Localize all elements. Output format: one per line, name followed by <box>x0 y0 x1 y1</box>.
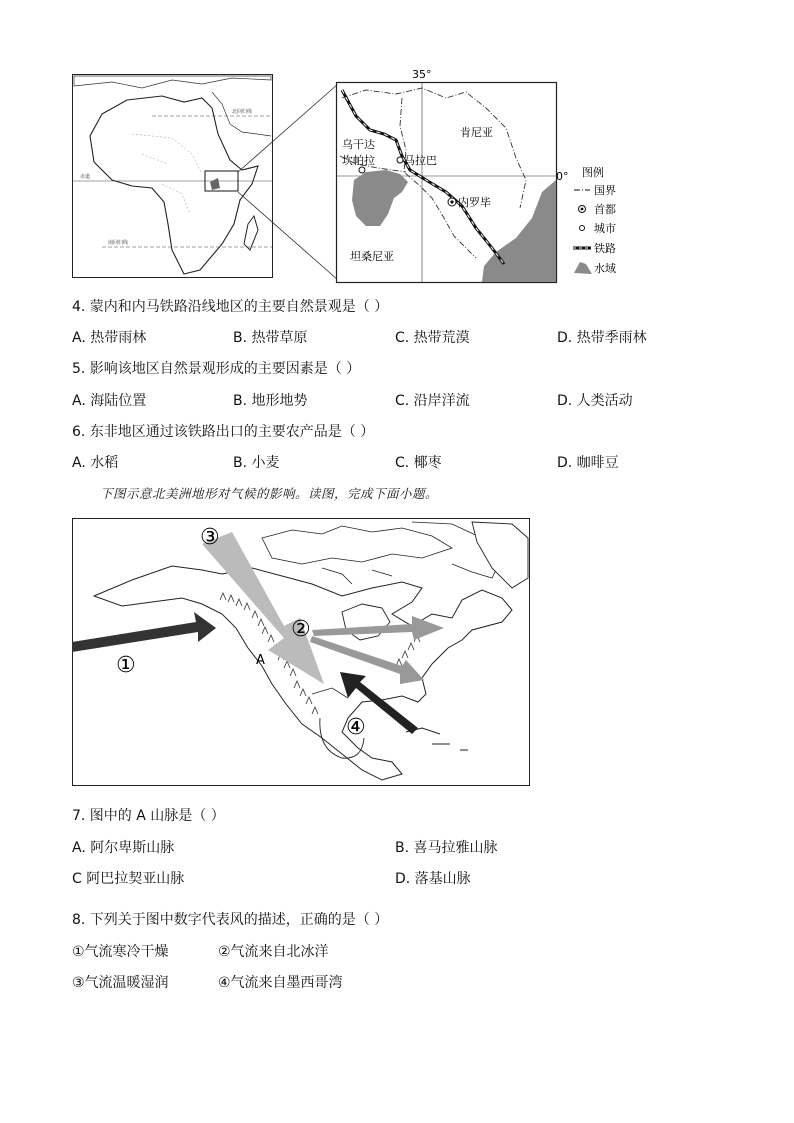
legend-water: 水域 <box>594 262 616 275</box>
q8-stem: 8. 下列关于图中数字代表风的描述，正确的是（ ） <box>72 912 389 928</box>
q5-option-a[interactable]: A. 海陆位置 <box>72 393 147 409</box>
kampala-label: 坎帕拉 <box>342 154 375 167</box>
q7-option-c[interactable]: C 阿巴拉契亚山脉 <box>72 871 185 887</box>
q7-option-b[interactable]: B. 喜马拉雅山脉 <box>395 840 498 856</box>
q6-option-a[interactable]: A. 水稻 <box>72 455 119 471</box>
q4-option-d[interactable]: D. 热带季雨林 <box>557 330 647 346</box>
q7-stem: 7. 图中的 A 山脉是（ ） <box>72 808 225 824</box>
tropic-cancer-label: 北回归线 <box>232 109 253 115</box>
legend-border: 国界 <box>594 184 616 197</box>
inset-connector-lines <box>200 80 345 290</box>
q6-option-c[interactable]: C. 椰枣 <box>395 455 442 471</box>
legend-capital: 首都 <box>594 203 616 216</box>
east-africa-inset-map <box>336 68 616 286</box>
q4-option-b[interactable]: B. 热带草原 <box>233 330 308 346</box>
tropic-capricorn-label: 南回归线 <box>108 240 129 246</box>
q8-option-3[interactable]: ③气流温暖湿润 <box>72 975 169 991</box>
wind-label-3: ③ <box>200 525 220 550</box>
malaba-label: 马拉巴 <box>404 154 437 167</box>
map2-intro: 下图示意北美洲地形对气候的影响。读图，完成下面小题。 <box>100 486 439 501</box>
uganda-label: 乌干达 <box>342 138 375 151</box>
equator-degree-label: 0° <box>556 170 569 183</box>
q7-option-a[interactable]: A. 阿尔卑斯山脉 <box>72 840 175 856</box>
wind-label-4: ④ <box>346 715 366 740</box>
q8-option-4[interactable]: ④气流来自墨西哥湾 <box>218 975 343 991</box>
kampala-city-dot <box>359 167 365 173</box>
legend-title: 图例 <box>582 166 604 179</box>
mountain-label-a: A <box>256 653 265 668</box>
q4-option-c[interactable]: C. 热带荒漠 <box>395 330 470 346</box>
q5-option-d[interactable]: D. 人类活动 <box>557 393 633 409</box>
legend-city: 城市 <box>594 222 616 235</box>
q5-stem: 5. 影响该地区自然景观形成的主要因素是（ ） <box>72 361 361 377</box>
q6-option-b[interactable]: B. 小麦 <box>233 455 280 471</box>
nairobi-label: 内罗毕 <box>458 196 491 209</box>
q7-option-d[interactable]: D. 落基山脉 <box>395 871 471 887</box>
q5-option-c[interactable]: C. 沿岸洋流 <box>395 393 470 409</box>
meridian-label: 35° <box>412 68 432 81</box>
q5-option-b[interactable]: B. 地形地势 <box>233 393 308 409</box>
wind-label-2: ② <box>291 617 311 642</box>
q6-stem: 6. 东非地区通过该铁路出口的主要农产品是（ ） <box>72 424 375 440</box>
q4-option-a[interactable]: A. 热带雨林 <box>72 330 147 346</box>
q4-stem: 4. 蒙内和内马铁路沿线地区的主要自然景观是（ ） <box>72 299 389 315</box>
q8-option-1[interactable]: ①气流寒冷干燥 <box>72 944 169 960</box>
kenya-label: 肯尼亚 <box>460 126 493 139</box>
north-america-map <box>72 518 531 787</box>
inset-legend <box>573 165 616 275</box>
wind-label-1: ① <box>116 653 136 678</box>
malaba-city-dot <box>397 157 403 163</box>
q8-option-2[interactable]: ②气流来自北冰洋 <box>218 944 329 960</box>
legend-railway: 铁路 <box>594 242 616 255</box>
q6-option-d[interactable]: D. 咖啡豆 <box>557 455 619 471</box>
tanzania-label: 坦桑尼亚 <box>350 250 394 263</box>
equator-label: 赤道 <box>80 174 91 180</box>
